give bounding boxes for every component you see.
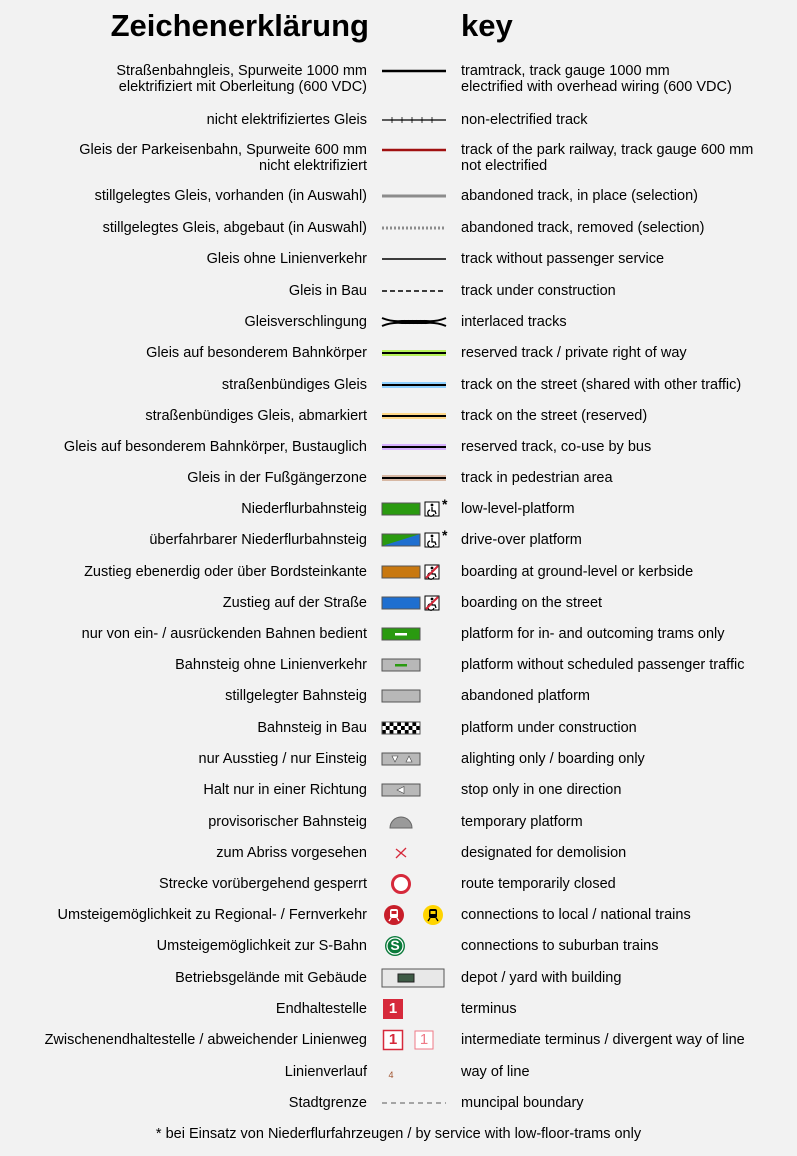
one-direction-stop-icon [378, 775, 450, 805]
label-english: reserved track / private right of way [461, 345, 687, 361]
temporary-platform-icon [378, 807, 450, 837]
label-english: interlaced tracks [461, 314, 567, 330]
low-floor-footnote-mark: * [442, 496, 448, 512]
platform-under-construction-icon [378, 713, 450, 743]
label-english: connections to suburban trains [461, 938, 659, 954]
label-english: terminus [461, 1001, 517, 1017]
label-german: Bahnsteig in Bau [257, 720, 367, 736]
label-german: straßenbündiges Gleis [221, 377, 367, 393]
label-german: Betriebsgelände mit Gebäude [175, 970, 367, 986]
label-english: boarding on the street [461, 595, 603, 611]
title-german: Zeichenerklärung [110, 8, 369, 43]
label-german: nur Ausstieg / nur Einsteig [198, 751, 367, 767]
track-under-construction-icon [378, 276, 450, 306]
s-bahn-connection-glyph: S [390, 937, 400, 953]
label-german: Gleis auf besonderem Bahnkörper [146, 345, 367, 361]
pedestrian-area-track-icon [378, 463, 450, 493]
label-english: boarding at ground-level or kerbside [461, 564, 694, 580]
label-english: alighting only / boarding only [461, 751, 645, 767]
reserved-track-icon [378, 338, 450, 368]
label-german: Gleis der Parkeisenbahn, Spurweite 600 mm nicht elektrifiziert [79, 142, 367, 174]
interlaced-tracks-icon [378, 307, 450, 337]
way-of-line-icon [378, 1057, 450, 1087]
terminus-icon [378, 994, 450, 1024]
label-german: stillgelegtes Gleis, vorhanden (in Auswahl) [94, 188, 367, 204]
label-english: track in pedestrian area [461, 470, 613, 486]
street-track-shared-icon [378, 370, 450, 400]
label-german: Bahnsteig ohne Linienverkehr [175, 657, 367, 673]
label-english: track on the street (reserved) [461, 408, 648, 424]
street-track-reserved-icon [378, 401, 450, 431]
label-english: low-level-platform [461, 501, 575, 517]
label-german: Zustieg auf der Straße [222, 595, 367, 611]
footnote: * bei Einsatz von Niederflurfahrzeugen / by service with low-floor-trams only [155, 1126, 642, 1142]
label-german: Gleis ohne Linienverkehr [206, 251, 367, 267]
non-electrified-track-icon [378, 105, 450, 135]
label-german: Gleisverschlingung [244, 314, 367, 330]
label-german: Niederflurbahnsteig [241, 501, 367, 517]
label-german: Gleis auf besonderem Bahnkörper, Bustauglich [63, 439, 367, 455]
abandoned-platform-icon [378, 681, 450, 711]
reserved-track-bus-icon [378, 432, 450, 462]
divergent-way-glyph: 1 [419, 1031, 429, 1048]
label-german: Halt nur in einer Richtung [203, 782, 367, 798]
train-connections-icon [378, 900, 450, 930]
municipal-boundary-icon [378, 1088, 450, 1118]
depot-yard-icon [378, 963, 450, 993]
intermediate-terminus-glyph: 1 [388, 1031, 398, 1048]
label-german: straßenbündiges Gleis, abmarkiert [145, 408, 367, 424]
label-german: zum Abriss vorgesehen [216, 845, 367, 861]
label-english: tramtrack, track gauge 1000 mm electrified with overhead wiring (600 VDC) [461, 63, 732, 95]
label-english: platform for in- and outcoming trams only [461, 626, 725, 642]
label-english: non-electrified track [461, 112, 588, 128]
label-english: abandoned track, removed (selection) [461, 220, 705, 236]
platform-no-service-icon [378, 650, 450, 680]
boarding-ground-level-icon [378, 557, 450, 587]
label-german: Gleis in Bau [288, 283, 367, 299]
label-german: stillgelegtes Gleis, abgebaut (in Auswahl) [102, 220, 367, 236]
label-english: intermediate terminus / divergent way of line [461, 1032, 745, 1048]
label-english: temporary platform [461, 814, 583, 830]
platform-depot-trams-icon [378, 619, 450, 649]
label-german: Gleis in der Fußgängerzone [187, 470, 367, 486]
route-closed-icon [378, 869, 450, 899]
terminus-glyph: 1 [388, 1000, 398, 1017]
label-english: muncipal boundary [461, 1095, 584, 1111]
track-no-service-icon [378, 244, 450, 274]
label-english: platform under construction [461, 720, 637, 736]
label-english: connections to local / national trains [461, 907, 691, 923]
label-german: nicht elektrifiziertes Gleis [206, 112, 367, 128]
label-english: abandoned platform [461, 688, 590, 704]
drive-over-platform-icon [378, 525, 450, 555]
label-english: drive-over platform [461, 532, 582, 548]
label-english: stop only in one direction [461, 782, 622, 798]
s-bahn-connection-icon [378, 931, 450, 961]
label-german: nur von ein- / ausrückenden Bahnen bedient [81, 626, 367, 642]
label-english: track without passenger service [461, 251, 665, 267]
low-floor-footnote-mark: * [442, 527, 448, 543]
label-german: Umsteigemöglichkeit zu Regional- / Fernverkehr [57, 907, 367, 923]
label-german: überfahrbarer Niederflurbahnsteig [149, 532, 367, 548]
way-of-line-glyph: 4 [388, 1070, 394, 1080]
label-german: Zustieg ebenerdig oder über Bordsteinkante [84, 564, 367, 580]
label-english: abandoned track, in place (selection) [461, 188, 698, 204]
abandoned-track-removed-icon [378, 213, 450, 243]
abandoned-track-in-place-icon [378, 181, 450, 211]
title-english: key [461, 8, 513, 43]
label-english: way of line [461, 1064, 530, 1080]
label-english: track under construction [461, 283, 616, 299]
label-english: platform without scheduled passenger traffic [461, 657, 745, 673]
label-german: Linienverlauf [284, 1064, 367, 1080]
label-german: Strecke vorübergehend gesperrt [159, 876, 367, 892]
label-english: route temporarily closed [461, 876, 616, 892]
label-english: reserved track, co-use by bus [461, 439, 652, 455]
label-german: Straßenbahngleis, Spurweite 1000 mm elektrifiziert mit Oberleitung (600 VDC) [116, 63, 367, 95]
label-english: track of the park railway, track gauge 600 mm not electrified [461, 142, 754, 174]
park-railway-track-icon [378, 135, 450, 165]
low-level-platform-icon [378, 494, 450, 524]
label-german: Umsteigemöglichkeit zur S-Bahn [156, 938, 367, 954]
label-german: Endhaltestelle [275, 1001, 367, 1017]
label-english: depot / yard with building [461, 970, 622, 986]
label-german: Stadtgrenze [288, 1095, 367, 1111]
label-english: track on the street (shared with other traffic) [461, 377, 742, 393]
intermediate-terminus-icon [378, 1025, 450, 1055]
boarding-on-street-icon [378, 588, 450, 618]
tram-track-icon [378, 56, 450, 86]
label-german: stillgelegter Bahnsteig [225, 688, 367, 704]
label-german: Zwischenendhaltestelle / abweichender Linienweg [44, 1032, 367, 1048]
label-english: designated for demolision [461, 845, 627, 861]
alighting-boarding-only-icon [378, 744, 450, 774]
label-german: provisorischer Bahnsteig [208, 814, 367, 830]
demolition-icon [378, 838, 450, 868]
